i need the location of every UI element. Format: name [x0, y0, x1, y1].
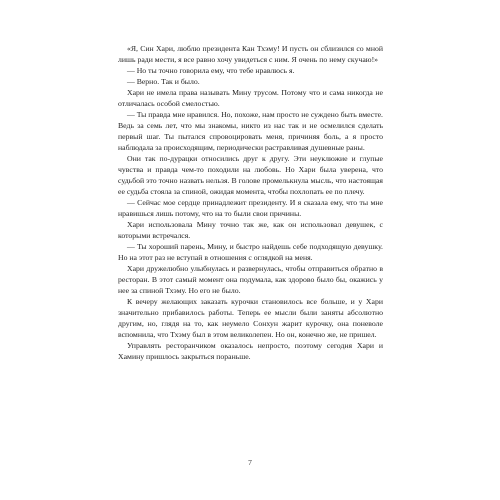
paragraph: Хари дружелюбно улыбнулась и развернулась, чтобы отправиться обратно в ресторан. В этот самый момент она подумала, как здорово было бы, окажись у нее за спиной Тхэму. Но его не было.	[118, 264, 383, 295]
paragraph: — Верно. Так и было.	[127, 77, 200, 86]
paragraph: Управлять ресторанчиком оказалось непросто, поэтому сегодня Хари и Хамину пришлось закрыться пораньше.	[118, 341, 383, 361]
paragraph: — Ты хороший парень, Мину, и быстро найдешь себе подходящую девушку. Но на этот раз не вступай в отношения с оглядкой на меня.	[118, 242, 383, 262]
paragraph: Хари использовала Мину точно так же, как он использовал девушек, с которыми встречался.	[118, 220, 383, 240]
paragraph: — Ты правда мне нравился. Но, похоже, нам просто не суждено быть вместе. Ведь за семь лет, что мы знакомы, никто из нас так и не осмелился сделать первый шаг. Ты пытался спровоцировать меня, причиняя боль, а я просто наблюдала за происходящим, периодически растравливая душевные раны.	[118, 110, 383, 152]
paragraph: — Но ты точно говорила ему, что тебе нравлюсь я.	[127, 66, 295, 75]
paragraph: — Сейчас мое сердце принадлежит президенту. И я сказала ему, что ты мне нравишься лишь потому, что на то были свои причины.	[118, 198, 383, 218]
page-number: 7	[248, 458, 252, 467]
body-text	[118, 43, 383, 362]
paragraph: «Я, Син Хари, люблю президента Кан Тхэму! И пусть он сблизился со мной лишь ради мести, я все равно хочу увидеться с ним. Я очень по нему скучаю!»	[118, 44, 383, 64]
paragraph: Хари не имела права называть Мину трусом. Потому что и сама никогда не отличалась особой смелостью.	[118, 88, 383, 108]
paragraph: Они так по-дурацки относились друг к другу. Эти неуклюжие и глупые чувства и правда чем-то походили на любовь. Но Хари была уверена, что судьбой это точно назвать нельзя. В голове промелькнула мысль, что настоящая ее судьба стояла за спиной, ожидая момента, чтобы похлопать ее по плечу.	[118, 154, 383, 196]
paragraph: К вечеру желающих заказать курочки становилось все больше, и у Хари значительно прибавилось работы. Теперь ее мысли были заняты абсолютно другим, но, глядя на то, как неумело Сонхун жарит курочку, она поневоле вспомнила, что Тхэму был в этом великолепен. Но он, конечно же, не пришел.	[118, 297, 383, 339]
